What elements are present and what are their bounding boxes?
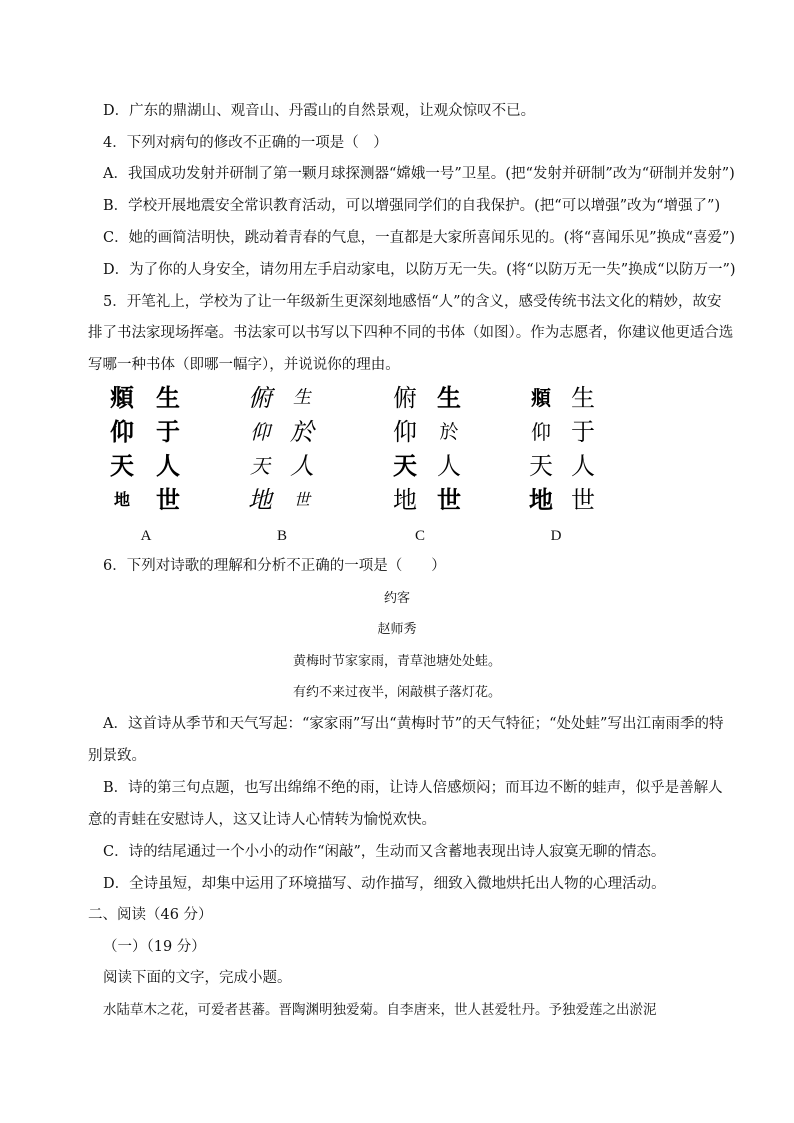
q5-stem-line-3: 写哪一种书体（即哪一幅字），并说说你的理由。	[88, 357, 400, 373]
q5-stem-line-1: 5．开笔礼上，学校为了让一年级新生更深刻地感悟“人”的含义，感受传统书法文化的精妙，故安	[103, 294, 722, 310]
q4-option-d: D．为了你的人身安全，请勿用左手启动家电，以防万无一失。(将“以防万无一失”换成“以防万一”)	[103, 262, 736, 278]
q3-option-d: D．广东的鼎湖山、观音山、丹霞山的自然景观，让观众惊叹不已。	[103, 103, 536, 119]
calligraphy-figure	[100, 384, 600, 549]
q5-stem-line-2: 排了书法家现场挥毫。书法家可以书写以下四种不同的书体（如图）。作为志愿者，你建议他更适合选	[88, 325, 734, 341]
calligraphy-char: 生	[437, 383, 461, 412]
calligraphy-char: 地	[248, 486, 272, 514]
q6-option-b-line-2: 意的青蛙在安慰诗人，这又让诗人心情转为愉悦欢快。	[88, 812, 436, 828]
calligraphy-panel-b	[238, 384, 338, 514]
calligraphy-char: 天	[529, 452, 551, 480]
calligraphy-char: 人	[290, 452, 314, 480]
calligraphy-char: 於	[439, 421, 459, 443]
panel-label-c: C	[414, 528, 425, 544]
poem-line-2: 有约不来过夜半，闲敲棋子落灯花。	[292, 685, 501, 700]
reading-instruction: 阅读下面的文字，完成小题。	[103, 970, 292, 986]
poem-title: 约客	[383, 591, 410, 606]
panel-label-b: B	[276, 528, 287, 544]
calligraphy-char: 地	[393, 486, 417, 514]
calligraphy-char: 天	[110, 451, 134, 480]
q4-option-a: A．我国成功发射并研制了第一颗月球探测器“嫦娥一号”卫星。(把“发射并研制”改为“研制并发射”)	[103, 166, 735, 182]
q6-option-c: C．诗的结尾通过一个小小的动作“闲敲”，生动而又含蓄地表现出诗人寂寞无聊的情态。	[103, 844, 666, 860]
calligraphy-char: 俯	[393, 384, 417, 412]
calligraphy-char: 世	[571, 486, 593, 514]
calligraphy-char: 世	[293, 490, 310, 509]
calligraphy-panel-d	[518, 384, 618, 514]
q6-option-a-line-1: A．这首诗从季节和天气写起：“家家雨”写出“黄梅时节”的天气特征；“处处蛙”写出江南雨季的特	[103, 716, 724, 732]
calligraphy-char: 生	[571, 384, 593, 412]
calligraphy-char: 仰	[110, 417, 134, 446]
calligraphy-char: 世	[156, 485, 180, 514]
poem-author: 赵师秀	[377, 622, 417, 637]
calligraphy-panel-a	[100, 384, 200, 514]
calligraphy-char: 世	[437, 485, 461, 514]
calligraphy-char: 頫	[110, 383, 134, 412]
q6-option-d: D．全诗虽短，却集中运用了环境描写、动作描写，细致入微地烘托出人物的心理活动。	[103, 876, 666, 892]
calligraphy-char: 仰	[531, 420, 549, 444]
calligraphy-char: 人	[437, 452, 461, 480]
q6-option-a-line-2: 别景致。	[88, 748, 146, 764]
subsection-heading: （一）（19 分）	[103, 939, 206, 955]
q4-option-b: B．学校开展地震安全常识教育活动，可以增强同学们的自我保护。(把“可以增强”改为“增强了”)	[103, 198, 721, 214]
calligraphy-char: 于	[571, 418, 593, 446]
calligraphy-char: 仰	[393, 418, 417, 446]
panel-label-d: D	[550, 528, 562, 544]
calligraphy-char: 生	[156, 383, 180, 412]
calligraphy-char: 于	[156, 417, 180, 446]
q4-option-c: C．她的画简洁明快，跳动着青春的气息，一直都是大家所喜闻乐见的。(将“喜闻乐见”换成“喜爱”)	[103, 230, 736, 246]
calligraphy-char: 仰	[250, 420, 270, 444]
calligraphy-char: 地	[113, 490, 130, 509]
calligraphy-char: 頫	[531, 386, 549, 410]
calligraphy-char: 地	[529, 486, 551, 514]
calligraphy-char: 人	[156, 451, 180, 480]
q6-stem: 6．下列对诗歌的理解和分析不正确的一项是（ ）	[103, 558, 446, 574]
poem-line-1: 黄梅时节家家雨，青草池塘处处蛙。	[292, 654, 501, 669]
calligraphy-char: 俯	[248, 384, 272, 412]
calligraphy-char: 天	[250, 454, 270, 478]
calligraphy-char: 生	[293, 387, 311, 408]
section-heading: 二、阅读（46 分）	[88, 907, 213, 923]
calligraphy-char: 於	[290, 418, 314, 446]
calligraphy-panel-c	[383, 384, 483, 514]
q6-option-b-line-1: B．诗的第三句点题，也写出绵绵不绝的雨，让诗人倍感烦闷；而耳边不断的蛙声，似乎是善解人	[103, 780, 723, 796]
calligraphy-char: 天	[393, 451, 417, 480]
panel-label-a: A	[140, 528, 152, 544]
q4-stem: 4．下列对病句的修改不正确的一项是（ ）	[103, 135, 388, 151]
calligraphy-char: 人	[571, 452, 593, 480]
reading-passage: 水陆草木之花，可爱者甚蕃。晋陶渊明独爱菊。自李唐来，世人甚爱牡丹。予独爱莲之出淤泥	[103, 1002, 657, 1018]
